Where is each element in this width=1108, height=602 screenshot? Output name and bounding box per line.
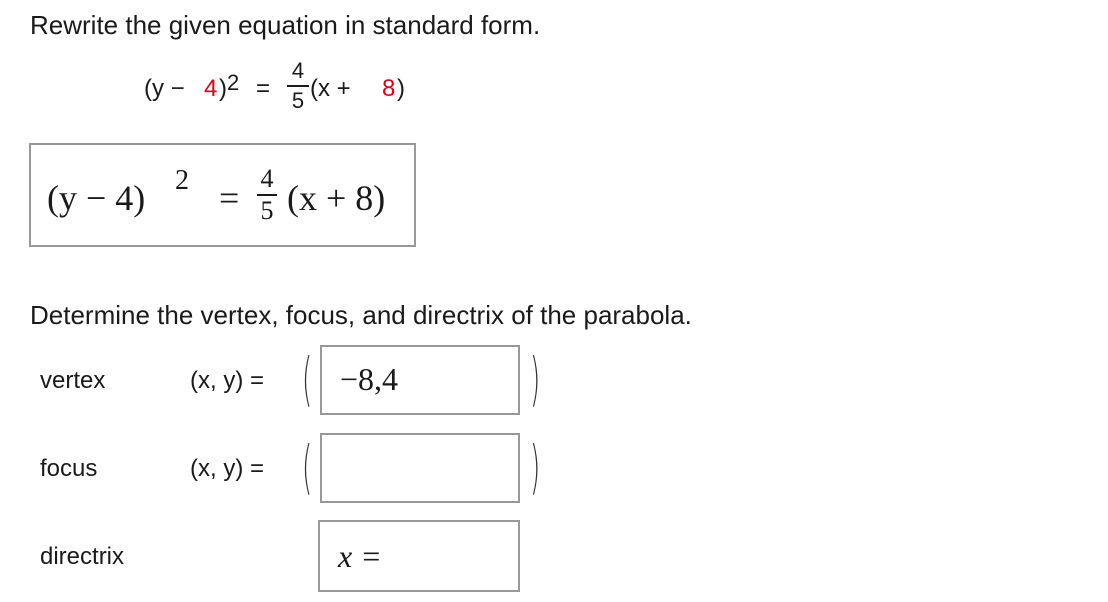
given-k-value: 8 [382, 75, 396, 102]
given-lhs-close: ) [219, 75, 227, 102]
directrix-label: directrix [40, 543, 125, 570]
vertex-right-paren: ) [530, 345, 541, 413]
focus-left-paren: ( [302, 433, 313, 501]
given-rhs-open: (x + [310, 75, 351, 102]
answer-fraction-numerator: 4 [260, 164, 274, 193]
focus-label: focus [40, 455, 98, 482]
answer-fraction-denominator: 5 [260, 196, 274, 225]
vertex-xy-label [190, 367, 264, 395]
answer-exponent: 2 [175, 165, 189, 196]
directrix-x-equals: x = [338, 538, 382, 574]
standard-form-answer-box[interactable] [29, 143, 416, 247]
instruction-rewrite: Rewrite the given equation in standard form. [30, 10, 541, 40]
given-h-value: 4 [204, 75, 218, 102]
standard-form-answer [47, 165, 407, 229]
directrix-input[interactable] [318, 520, 520, 592]
given-rhs-close: ) [397, 75, 405, 102]
given-fraction-denominator: 5 [291, 88, 305, 113]
answer-lhs: (y − 4) [47, 178, 146, 218]
vertex-xy: (x, y) [190, 367, 244, 394]
vertex-input[interactable] [320, 345, 520, 415]
vertex-equals: = [250, 367, 265, 394]
directrix-prefix [338, 538, 382, 575]
given-fraction-numerator: 4 [291, 58, 305, 83]
given-fraction-bar [287, 85, 309, 87]
given-fraction [284, 58, 312, 114]
instruction-vertex-focus-directrix: Determine the vertex, focus, and directrix of the parabola. [30, 300, 692, 330]
focus-equals: = [250, 455, 265, 482]
vertex-input-value: −8,4 [340, 361, 399, 397]
focus-xy: (x, y) [190, 455, 244, 482]
given-lhs-open: (y − [144, 75, 185, 102]
answer-rhs: (x + 8) [287, 178, 386, 218]
focus-xy-label [190, 455, 264, 483]
given-equals: = [256, 75, 271, 102]
vertex-left-paren: ( [302, 345, 313, 413]
focus-right-paren: ) [530, 433, 541, 501]
answer-equals: = [219, 178, 240, 218]
answer-fraction [253, 165, 281, 225]
focus-input[interactable] [320, 433, 520, 503]
vertex-label: vertex [40, 367, 106, 394]
given-exponent: 2 [227, 70, 240, 95]
